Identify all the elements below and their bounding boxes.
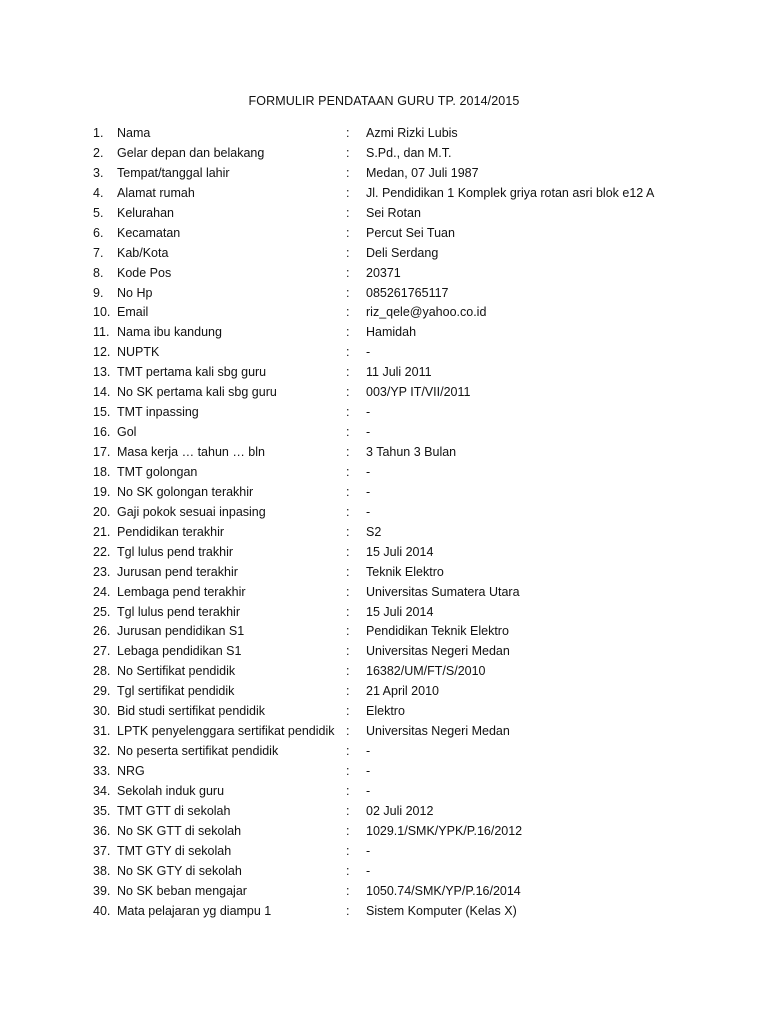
row-number: 38.: [93, 863, 111, 878]
field-label: Email: [117, 305, 149, 320]
field-label: No SK GTT di sekolah: [117, 823, 242, 838]
field-separator: :: [346, 644, 350, 659]
field-label: Tgl lulus pend terakhir: [117, 604, 240, 619]
field-value: -: [366, 345, 371, 360]
field-label: Nama: [117, 126, 151, 140]
field-label: No Hp: [117, 285, 153, 300]
field-value: S2: [366, 524, 382, 539]
field-value: Universitas Negeri Medan: [366, 724, 510, 739]
field-label: Gol: [117, 425, 137, 440]
field-separator: :: [346, 863, 350, 878]
field-value: -: [366, 764, 371, 778]
form-row: [0, 583, 768, 603]
row-number: 37.: [93, 843, 111, 858]
field-label: TMT inpassing: [117, 405, 199, 420]
field-label: Jurusan pend terakhir: [117, 564, 238, 579]
field-label: Lebaga pendidikan S1: [117, 644, 242, 659]
field-value: Medan, 07 Juli 1987: [366, 165, 479, 180]
field-label: Jurusan pendidikan S1: [117, 624, 245, 639]
form-row: [0, 503, 768, 523]
row-number: 6.: [93, 225, 104, 240]
field-value: 15 Juli 2014: [366, 604, 434, 619]
row-number: 15.: [93, 405, 111, 420]
form-row: [0, 622, 768, 642]
row-number: 34.: [93, 783, 111, 798]
form-row: [0, 323, 768, 343]
form-row: [0, 403, 768, 423]
field-label: NRG: [117, 764, 145, 778]
field-separator: :: [346, 564, 350, 579]
field-label: TMT golongan: [117, 464, 198, 479]
field-label: LPTK penyelenggara sertifikat pendidik: [117, 724, 335, 739]
field-value: 003/YP IT/VII/2011: [366, 385, 471, 400]
form-row: [0, 742, 768, 762]
field-separator: :: [346, 345, 350, 360]
row-number: 24.: [93, 584, 111, 599]
field-value: Azmi Rizki Lubis: [366, 126, 458, 140]
field-value: Hamidah: [366, 325, 417, 340]
form-row: [0, 862, 768, 882]
field-value: -: [366, 464, 371, 479]
field-label: No Sertifikat pendidik: [117, 664, 236, 679]
field-separator: :: [346, 385, 350, 400]
field-label: TMT pertama kali sbg guru: [117, 365, 267, 380]
field-label: TMT GTT di sekolah: [117, 803, 231, 818]
field-value: Sei Rotan: [366, 205, 421, 220]
field-value: Deli Serdang: [366, 245, 439, 260]
field-label: TMT GTY di sekolah: [117, 843, 232, 858]
field-value: -: [366, 783, 371, 798]
form-row: [0, 762, 768, 782]
form-row: [0, 303, 768, 323]
field-label: Masa kerja … tahun … bln: [117, 445, 265, 459]
field-label: Nama ibu kandung: [117, 325, 222, 340]
form-row: [0, 244, 768, 264]
field-separator: :: [346, 524, 350, 539]
row-number: 30.: [93, 704, 111, 719]
form-row: [0, 204, 768, 224]
row-number: 8.: [93, 265, 104, 280]
row-number: 23.: [93, 564, 111, 579]
row-number: 29.: [93, 684, 111, 699]
field-separator: :: [346, 405, 350, 420]
field-label: Mata pelajaran yg diampu 1: [117, 903, 272, 918]
field-value: S.Pd., dan M.T.: [366, 145, 452, 160]
form-row: [0, 264, 768, 284]
field-value: -: [366, 504, 371, 519]
field-value: -: [366, 744, 371, 759]
form-row: [0, 563, 768, 583]
field-separator: :: [346, 464, 350, 479]
form-row: [0, 224, 768, 244]
field-separator: :: [346, 285, 350, 300]
field-label: Kecamatan: [117, 225, 181, 240]
field-separator: :: [346, 684, 350, 699]
form-row: [0, 164, 768, 184]
field-separator: :: [346, 704, 350, 719]
row-number: 40.: [93, 903, 111, 918]
row-number: 4.: [93, 185, 104, 200]
form-row: [0, 463, 768, 483]
field-separator: :: [346, 624, 350, 639]
field-label: Tgl sertifikat pendidik: [117, 684, 235, 699]
field-label: NUPTK: [117, 345, 160, 360]
row-number: 5.: [93, 205, 104, 220]
field-separator: :: [346, 724, 350, 739]
row-number: 22.: [93, 544, 111, 559]
field-value: Universitas Sumatera Utara: [366, 584, 520, 599]
field-separator: :: [346, 544, 350, 559]
field-separator: :: [346, 843, 350, 858]
field-separator: :: [346, 664, 350, 679]
row-number: 28.: [93, 664, 111, 679]
row-number: 39.: [93, 883, 111, 898]
form-row: [0, 782, 768, 802]
field-label: No SK beban mengajar: [117, 883, 247, 898]
row-number: 1.: [93, 126, 104, 140]
field-label: No SK GTY di sekolah: [117, 863, 242, 878]
form-row: [0, 822, 768, 842]
field-separator: :: [346, 185, 350, 200]
field-separator: :: [346, 803, 350, 818]
row-number: 14.: [93, 385, 111, 400]
field-separator: :: [346, 126, 350, 140]
field-value: riz_qele@yahoo.co.id: [366, 305, 487, 320]
form-row: [0, 882, 768, 902]
row-number: 17.: [93, 445, 111, 459]
form-row: [0, 423, 768, 443]
field-value: 20371: [366, 265, 401, 280]
field-label: Pendidikan terakhir: [117, 524, 225, 539]
field-separator: :: [346, 425, 350, 440]
field-value: Elektro: [366, 704, 405, 719]
row-number: 12.: [93, 345, 111, 360]
field-separator: :: [346, 245, 350, 260]
row-number: 19.: [93, 484, 111, 499]
field-separator: :: [346, 265, 350, 280]
field-separator: :: [346, 764, 350, 778]
field-label: Bid studi sertifikat pendidik: [117, 704, 265, 719]
row-number: 2.: [93, 145, 104, 160]
field-label: Tempat/tanggal lahir: [117, 165, 230, 180]
field-label: Gelar depan dan belakang: [117, 145, 265, 160]
row-number: 21.: [93, 524, 111, 539]
form-row: [0, 603, 768, 623]
field-value: -: [366, 405, 371, 420]
field-separator: :: [346, 783, 350, 798]
field-label: Kode Pos: [117, 265, 172, 280]
row-number: 36.: [93, 823, 111, 838]
field-label: Alamat rumah: [117, 185, 195, 200]
field-separator: :: [346, 205, 350, 220]
field-value: Jl. Pendidikan 1 Komplek griya rotan asri blok e12 A: [366, 185, 655, 200]
field-separator: :: [346, 584, 350, 599]
row-number: 11.: [93, 325, 110, 340]
field-value: Percut Sei Tuan: [366, 225, 455, 240]
field-label: Kab/Kota: [117, 245, 169, 260]
field-separator: :: [346, 145, 350, 160]
form-row: [0, 483, 768, 503]
form-row: [0, 443, 768, 463]
row-number: 7.: [93, 245, 104, 260]
row-number: 10.: [93, 305, 111, 320]
row-number: 32.: [93, 744, 111, 759]
field-value: Teknik Elektro: [366, 564, 444, 579]
field-value: 15 Juli 2014: [366, 544, 434, 559]
field-separator: :: [346, 165, 350, 180]
form-row: [0, 902, 768, 922]
field-value: 1029.1/SMK/YPK/P.16/2012: [366, 823, 523, 838]
field-separator: :: [346, 883, 350, 898]
row-number: 25.: [93, 604, 111, 619]
field-separator: :: [346, 365, 350, 380]
field-value: -: [366, 863, 371, 878]
field-separator: :: [346, 484, 350, 499]
field-label: Tgl lulus pend trakhir: [117, 544, 234, 559]
field-separator: :: [346, 823, 350, 838]
form-row: [0, 682, 768, 702]
form-row: [0, 642, 768, 662]
form-row: [0, 523, 768, 543]
field-label: Lembaga pend terakhir: [117, 584, 246, 599]
row-number: 33.: [93, 764, 111, 778]
row-number: 35.: [93, 803, 111, 818]
row-number: 31.: [93, 724, 111, 739]
field-value: 21 April 2010: [366, 684, 439, 699]
field-value: -: [366, 425, 371, 440]
row-number: 13.: [93, 365, 111, 380]
field-separator: :: [346, 744, 350, 759]
field-label: No SK pertama kali sbg guru: [117, 385, 277, 400]
field-separator: :: [346, 604, 350, 619]
field-separator: :: [346, 305, 350, 320]
field-separator: :: [346, 504, 350, 519]
field-value: 16382/UM/FT/S/2010: [366, 664, 486, 679]
form-row: [0, 343, 768, 363]
form-row: [0, 144, 768, 164]
row-number: 20.: [93, 504, 111, 519]
form-row: [0, 842, 768, 862]
form-row: [0, 284, 768, 304]
form-row: [0, 662, 768, 682]
field-value: 085261765117: [366, 285, 449, 300]
field-separator: :: [346, 903, 350, 918]
row-number: 18.: [93, 464, 111, 479]
page-title: FORMULIR PENDATAAN GURU TP. 2014/2015: [248, 94, 520, 108]
field-value: Universitas Negeri Medan: [366, 644, 510, 659]
row-number: 16.: [93, 425, 111, 440]
form-row: [0, 363, 768, 383]
field-label: Kelurahan: [117, 205, 174, 220]
field-value: -: [366, 843, 371, 858]
row-number: 3.: [93, 165, 104, 180]
form-row: [0, 722, 768, 742]
field-separator: :: [346, 445, 350, 459]
row-number: 26.: [93, 624, 111, 639]
form-field-list: [0, 124, 768, 922]
field-value: -: [366, 484, 371, 499]
row-number: 27.: [93, 644, 111, 659]
field-label: No SK golongan terakhir: [117, 484, 254, 499]
field-label: No peserta sertifikat pendidik: [117, 744, 279, 759]
form-row: [0, 702, 768, 722]
row-number: 9.: [93, 285, 104, 300]
field-separator: :: [346, 325, 350, 340]
field-value: Sistem Komputer (Kelas X): [366, 903, 517, 918]
field-value: 11 Juli 2011: [366, 365, 432, 380]
field-value: Pendidikan Teknik Elektro: [366, 624, 509, 639]
field-label: Sekolah induk guru: [117, 783, 225, 798]
field-value: 3 Tahun 3 Bulan: [366, 445, 457, 459]
form-row: [0, 383, 768, 403]
field-separator: :: [346, 225, 350, 240]
form-row: [0, 124, 768, 144]
field-value: 1050.74/SMK/YP/P.16/2014: [366, 883, 521, 898]
form-row: [0, 184, 768, 204]
form-row: [0, 802, 768, 822]
form-row: [0, 543, 768, 563]
field-value: 02 Juli 2012: [366, 803, 434, 818]
field-label: Gaji pokok sesuai inpasing: [117, 504, 266, 519]
